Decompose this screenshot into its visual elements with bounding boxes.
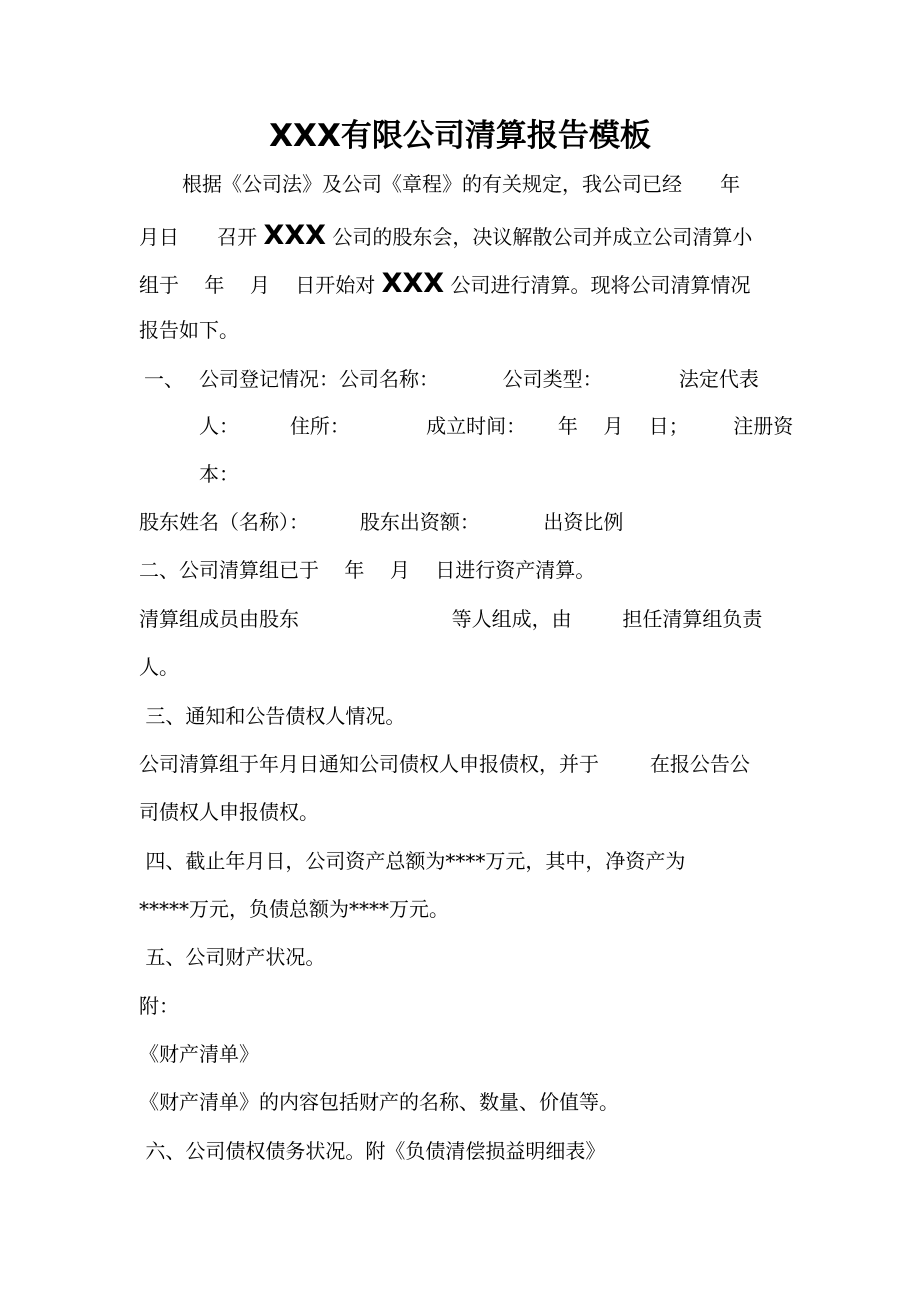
intro-line-3-b: 公司进行清算。现将公司清算情况 — [444, 273, 751, 297]
section-3-line-2: 司债权人申报债权。 — [139, 800, 319, 824]
section-5-heading: 五、公司财产状况。 — [139, 945, 326, 969]
intro-line-1: 根据《公司法》及公司《章程》的有关规定，我公司已经 年 — [182, 172, 741, 196]
intro-line-2-b: 公司的股东会，决议解散公司并成立公司清算小 — [325, 225, 753, 249]
section-1-line-1: 公司登记情况：公司名称： 公司类型： 法定代表 — [199, 367, 759, 391]
company-placeholder: XXX — [381, 268, 445, 299]
section-1-line-3: 本： — [199, 462, 239, 486]
section-2-line-2: 人。 — [139, 655, 179, 679]
section-1-number: 一、 — [144, 367, 184, 391]
section-3-line-1: 公司清算组于年月日通知公司债权人申报债权，并于 在报公告公 — [139, 752, 750, 776]
intro-line-4: 报告如下。 — [139, 318, 239, 342]
intro-line-2-a: 月日 召开 — [139, 225, 264, 249]
company-placeholder: XXX — [263, 220, 326, 251]
section-6-heading: 六、公司债权债务状况。附《负债清偿损益明细表》 — [139, 1139, 606, 1163]
section-4-line-1: 四、截止年月日，公司资产总额为****万元，其中，净资产为 — [139, 849, 686, 873]
document-title: XXX有限公司清算报告模板 — [269, 118, 651, 154]
section-5-list: 《财产清单》 — [139, 1042, 259, 1066]
section-3-heading: 三、通知和公告债权人情况。 — [139, 704, 406, 728]
section-5-desc: 《财产清单》的内容包括财产的名称、数量、价值等。 — [139, 1090, 619, 1114]
section-2-heading: 二、公司清算组已于 年 月 日进行资产清算。 — [139, 558, 596, 582]
section-4-line-2: *****万元，负债总额为****万元。 — [139, 897, 449, 921]
section-2-line-1: 清算组成员由股东 等人组成，由 担任清算组负责 — [139, 607, 763, 631]
intro-line-3 — [139, 270, 750, 299]
section-1-line-2: 人： 住所： 成立时间： 年 月 日； 注册资 — [199, 414, 794, 438]
intro-line-2 — [139, 222, 752, 251]
shareholders-line: 股东姓名（名称）： 股东出资额： 出资比例 — [139, 510, 624, 534]
section-5-attach: 附： — [139, 994, 179, 1018]
intro-line-3-a: 组于 年 月 日开始对 — [139, 273, 382, 297]
